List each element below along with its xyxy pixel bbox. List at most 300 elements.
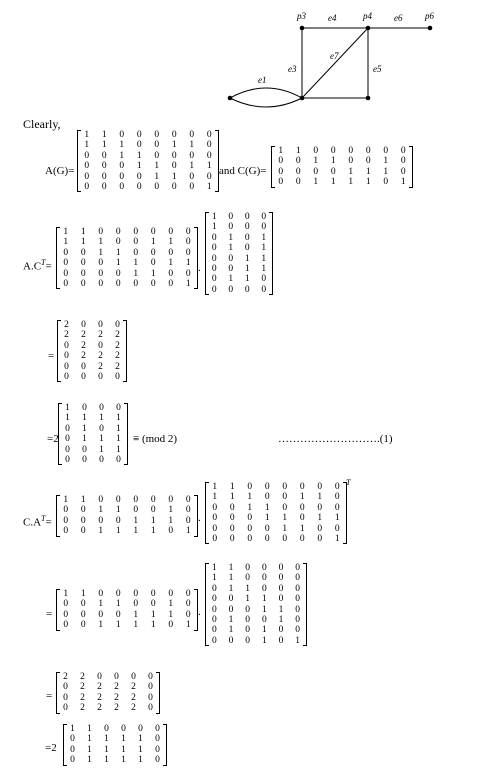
matrix-cell: 0 <box>185 609 191 620</box>
matrix-cell: 1 <box>84 130 90 140</box>
matrix-cell: 0 <box>154 140 160 151</box>
matrix-cell: 0 <box>317 502 323 513</box>
matrix-cell: 0 <box>115 237 121 248</box>
matrix-cell: 0 <box>228 264 234 275</box>
edge-label-e5: e5 <box>373 64 382 74</box>
matrix-cell: 1 <box>150 237 156 248</box>
vertex <box>366 26 371 31</box>
matrix-cell: 1 <box>383 156 389 167</box>
matrix-cell: 1 <box>63 495 69 505</box>
matrix-cell: 1 <box>211 563 217 573</box>
matrix-cell: 0 <box>155 744 160 755</box>
matrix-cell: 0 <box>98 320 103 330</box>
matrix-cell: 1 <box>65 413 70 424</box>
vertex <box>300 96 305 101</box>
matrix-cell: 1 <box>189 161 195 172</box>
graph-figure <box>225 8 440 108</box>
matrix-cell: 0 <box>245 625 251 636</box>
matrix-cell: 0 <box>168 279 174 290</box>
matrix-c-transpose <box>206 212 272 295</box>
matrix-cell: 0 <box>98 609 104 620</box>
matrix-cell: 2 <box>98 351 103 362</box>
matrix-cell: 0 <box>206 140 212 151</box>
matrix-cell: 1 <box>317 513 323 524</box>
matrix-cell: 0 <box>295 573 301 584</box>
mod-text: ≡ (mod 2) <box>133 433 178 445</box>
matrix-cell: 0 <box>261 274 267 285</box>
matrix-a-2 <box>57 227 197 289</box>
matrix-cell: 1 <box>185 279 191 290</box>
eq2-1: =2 <box>47 433 59 445</box>
matrix-cell: 0 <box>80 609 86 620</box>
matrix-cell: 0 <box>261 222 267 233</box>
matrix-cell: 0 <box>115 515 121 526</box>
matrix-cell: 1 <box>228 274 234 285</box>
matrix-cell: 0 <box>365 156 371 167</box>
matrix-cell: 0 <box>150 247 156 258</box>
matrix-cell: 1 <box>299 492 305 503</box>
matrix-cell: 0 <box>228 212 234 222</box>
matrix-cell: 0 <box>247 523 253 534</box>
matrix-cell: 0 <box>244 243 250 254</box>
matrix-cell: 1 <box>212 482 218 492</box>
matrix-cell: 2 <box>131 682 136 693</box>
matrix-cell: 0 <box>299 482 305 492</box>
matrix-cell: 2 <box>131 692 136 703</box>
matrix-cell: 0 <box>168 227 174 237</box>
matrix-cell: 0 <box>115 609 121 620</box>
matrix-cell: 1 <box>84 140 90 151</box>
matrix-cell: 0 <box>334 502 340 513</box>
matrix-cell: 0 <box>136 130 142 140</box>
matrix-cell: 1 <box>247 492 253 503</box>
matrix-cell: 1 <box>189 140 195 151</box>
matrix-cell: 1 <box>87 724 92 734</box>
matrix-cell: 1 <box>264 513 270 524</box>
matrix-cell: 0 <box>101 182 107 193</box>
matrix-cell: 0 <box>278 625 284 636</box>
vertex <box>228 96 233 101</box>
matrix-cell: 0 <box>133 589 139 599</box>
matrix-cell: 2 <box>80 703 85 714</box>
matrix-cell: 0 <box>136 140 142 151</box>
matrix-cell: 0 <box>119 130 125 140</box>
matrix-cell: 0 <box>261 563 267 573</box>
matrix-result-2 <box>59 403 127 465</box>
matrix-cell: 1 <box>228 573 234 584</box>
matrix-cell: 0 <box>229 534 235 545</box>
matrix-cell: 0 <box>150 495 156 505</box>
matrix-cell: 0 <box>70 734 75 745</box>
matrix-cell: 0 <box>65 444 70 455</box>
vertex <box>366 96 371 101</box>
matrix-cell: 2 <box>81 351 86 362</box>
matrix-cell: 0 <box>63 247 69 258</box>
matrix-cell: 0 <box>317 534 323 545</box>
matrix-cell: 0 <box>189 171 195 182</box>
matrix-cell: 1 <box>168 237 174 248</box>
matrix-cell: 0 <box>185 599 191 610</box>
matrix-cell: 2 <box>97 692 102 703</box>
matrix-cell: 0 <box>168 526 174 537</box>
matrix-cell: 1 <box>116 444 121 455</box>
matrix-cell: 0 <box>63 505 69 516</box>
matrix-cell: 0 <box>295 563 301 573</box>
matrix-cell: 1 <box>63 227 69 237</box>
matrix-cell: 0 <box>81 320 86 330</box>
dot-3: . <box>198 606 201 618</box>
matrix-cell: 0 <box>150 227 156 237</box>
matrix-cell: 0 <box>171 150 177 161</box>
matrix-cell: 0 <box>119 161 125 172</box>
matrix-cell: 0 <box>133 227 139 237</box>
matrix-cell: 0 <box>115 279 121 290</box>
matrix-cell: 0 <box>244 222 250 233</box>
matrix-cell: 0 <box>211 243 217 254</box>
matrix-cell: 0 <box>63 692 68 703</box>
matrix-cell: 1 <box>98 237 104 248</box>
matrix-cell: 1 <box>278 604 284 615</box>
matrix-cell: 0 <box>185 237 191 248</box>
matrix-cell: 1 <box>330 177 336 188</box>
matrix-cell: 2 <box>98 330 103 341</box>
matrix-cell: 0 <box>211 635 217 646</box>
matrix-cell: 0 <box>155 755 160 766</box>
matrix-cell: 0 <box>63 258 69 269</box>
matrix-cell: 1 <box>65 403 70 413</box>
vertex <box>300 26 305 31</box>
matrix-cell: 0 <box>171 161 177 172</box>
matrix-cell: 1 <box>154 161 160 172</box>
matrix-result-4 <box>64 724 166 766</box>
matrix-cell: 0 <box>334 492 340 503</box>
matrix-cell: 0 <box>330 146 336 156</box>
matrix-cell: 0 <box>99 403 104 413</box>
matrix-cell: 2 <box>131 703 136 714</box>
matrix-cell: 0 <box>80 526 86 537</box>
edge-label-e6: e6 <box>394 13 403 23</box>
matrix-cell: 0 <box>400 156 406 167</box>
matrix-cell: 1 <box>212 492 218 503</box>
matrix-cell: 0 <box>211 604 217 615</box>
matrix-cell: 0 <box>282 492 288 503</box>
matrix-cell: 0 <box>245 604 251 615</box>
matrix-cell: 0 <box>278 635 284 646</box>
matrix-cell: 1 <box>206 161 212 172</box>
act-label: $A.C^T=$ <box>23 258 52 273</box>
matrix-cell: 1 <box>154 171 160 182</box>
matrix-cell: 0 <box>98 279 104 290</box>
matrix-cell: 0 <box>211 594 217 605</box>
matrix-cell: 1 <box>317 492 323 503</box>
matrix-cell: 0 <box>400 146 406 156</box>
eq-2: = <box>46 608 53 620</box>
matrix-cell: 0 <box>155 724 160 734</box>
matrix-cell: 1 <box>261 264 267 275</box>
matrix-cell: 0 <box>211 583 217 594</box>
matrix-cell: 1 <box>228 563 234 573</box>
matrix-cell: 1 <box>80 589 86 599</box>
matrix-cell: 0 <box>115 495 121 505</box>
matrix-cell: 1 <box>87 744 92 755</box>
matrix-cell: 1 <box>80 227 86 237</box>
vertex-label-p6: p6 <box>425 11 434 21</box>
matrix-cell: 0 <box>119 182 125 193</box>
matrix-cell: 1 <box>80 237 86 248</box>
matrix-cell: 2 <box>80 682 85 693</box>
edge-label-e7: e7 <box>330 51 339 61</box>
matrix-cell: 1 <box>98 526 104 537</box>
matrix-cell: 1 <box>244 264 250 275</box>
matrix-cell: 0 <box>171 130 177 140</box>
matrix-cell: 0 <box>299 513 305 524</box>
matrix-cell: 0 <box>334 523 340 534</box>
matrix-cell: 1 <box>136 150 142 161</box>
matrix-cell: 0 <box>82 455 87 466</box>
matrix-cell: 1 <box>63 237 69 248</box>
matrix-cell: 0 <box>261 583 267 594</box>
matrix-cell: 0 <box>185 227 191 237</box>
matrix-c-3 <box>57 589 197 631</box>
matrix-cell: 0 <box>295 166 301 177</box>
edge-e7 <box>302 28 368 98</box>
matrix-cell: 1 <box>168 515 174 526</box>
matrix-cell: 0 <box>168 495 174 505</box>
matrix-cell: 0 <box>80 515 86 526</box>
matrix-cell: 0 <box>211 274 217 285</box>
matrix-cell: 0 <box>98 515 104 526</box>
matrix-cell: 0 <box>136 171 142 182</box>
matrix-cell: 1 <box>138 734 143 745</box>
matrix-cell: 1 <box>150 268 156 279</box>
matrix-cell: 1 <box>168 599 174 610</box>
matrix-cell: 0 <box>63 268 69 279</box>
vertex-label-p3: p3 <box>297 11 306 21</box>
matrix-cell: 1 <box>63 589 69 599</box>
matrix-cell: 0 <box>185 268 191 279</box>
matrix-cell: 1 <box>228 243 234 254</box>
matrix-cell: 0 <box>295 177 301 188</box>
matrix-cell: 1 <box>400 177 406 188</box>
matrix-a-3 <box>206 482 346 544</box>
matrix-cell: 1 <box>99 444 104 455</box>
matrix-cell: 1 <box>101 130 107 140</box>
dot-2: . <box>198 512 201 524</box>
matrix-cell: 0 <box>247 513 253 524</box>
matrix-cell: 0 <box>168 247 174 258</box>
matrix-cell: 2 <box>114 703 119 714</box>
matrix-cell: 1 <box>278 146 284 156</box>
matrix-cell: 0 <box>229 502 235 513</box>
matrix-cell: 1 <box>138 755 143 766</box>
edge-label-e1: e1 <box>258 75 267 85</box>
matrix-cell: 1 <box>206 182 212 193</box>
matrix-cell: 0 <box>282 534 288 545</box>
matrix-cell: 0 <box>206 150 212 161</box>
matrix-cell: 2 <box>115 330 120 341</box>
matrix-cell: 0 <box>168 268 174 279</box>
matrix-cell: 1 <box>115 505 121 516</box>
matrix-cell: 0 <box>133 599 139 610</box>
matrix-cell: 0 <box>138 724 143 734</box>
matrix-cell: 1 <box>138 744 143 755</box>
matrix-cell: 1 <box>80 495 86 505</box>
matrix-cell: 1 <box>171 171 177 182</box>
matrix-cell: 1 <box>115 258 121 269</box>
matrix-cell: 0 <box>299 502 305 513</box>
matrix-cell: 0 <box>80 599 86 610</box>
matrix-cell: 0 <box>295 583 301 594</box>
matrix-cell: 1 <box>185 258 191 269</box>
matrix-cell: 1 <box>261 604 267 615</box>
matrix-cell: 0 <box>244 212 250 222</box>
matrix-cell: 0 <box>150 589 156 599</box>
matrix-cell: 1 <box>228 583 234 594</box>
matrix-cell: 2 <box>97 682 102 693</box>
matrix-cell: 0 <box>104 724 109 734</box>
matrix-cell: 1 <box>115 247 121 258</box>
matrix-cell: 1 <box>295 635 301 646</box>
matrix-result-1 <box>58 320 126 382</box>
matrix-cell: 2 <box>115 351 120 362</box>
matrix-cell: 0 <box>261 212 267 222</box>
edge-e1-upper <box>230 88 302 98</box>
matrix-cell: 1 <box>229 492 235 503</box>
matrix-cell: 1 <box>295 146 301 156</box>
matrix-cell: 1 <box>115 620 121 631</box>
matrix-cell: 0 <box>148 692 153 703</box>
matrix-cell: 0 <box>278 594 284 605</box>
matrix-cell: 0 <box>278 563 284 573</box>
matrix-cell: 0 <box>98 227 104 237</box>
matrix-cell: 2 <box>115 340 120 351</box>
matrix-cell: 0 <box>136 182 142 193</box>
matrix-cell: 1 <box>244 253 250 264</box>
matrix-cell: 0 <box>64 361 69 372</box>
matrix-cell: 1 <box>82 423 87 434</box>
matrix-cell: 0 <box>185 589 191 599</box>
matrix-cell: 0 <box>101 150 107 161</box>
transpose-sup: T <box>346 478 351 487</box>
matrix-cell: 0 <box>189 182 195 193</box>
matrix-cell: 1 <box>261 625 267 636</box>
edge-label-e3: e3 <box>288 64 297 74</box>
matrix-cell: 1 <box>261 232 267 243</box>
matrix-cell: 0 <box>119 171 125 182</box>
matrix-cell: 0 <box>65 423 70 434</box>
matrix-cell: 0 <box>98 589 104 599</box>
matrix-cell: 2 <box>63 672 68 682</box>
matrix-cell: 0 <box>101 171 107 182</box>
matrix-cell: 1 <box>247 502 253 513</box>
matrix-cell: 2 <box>80 672 85 682</box>
matrix-cell: 0 <box>63 609 69 620</box>
matrix-cell: 2 <box>115 361 120 372</box>
matrix-cell: 0 <box>206 130 212 140</box>
matrix-cell: 1 <box>171 140 177 151</box>
matrix-cell: 2 <box>114 692 119 703</box>
matrix-cell: 0 <box>115 320 120 330</box>
matrix-cell: 0 <box>278 573 284 584</box>
cg-label: and C(G)= <box>219 165 267 177</box>
edge-label-e4: e4 <box>328 13 337 23</box>
matrix-cell: 1 <box>261 635 267 646</box>
matrix-cell: 1 <box>282 513 288 524</box>
matrix-cell: 1 <box>365 166 371 177</box>
matrix-cell: 2 <box>64 330 69 341</box>
matrix-cell: 0 <box>150 258 156 269</box>
matrix-cell: 0 <box>228 604 234 615</box>
matrix-cell: 1 <box>185 620 191 631</box>
matrix-cell: 1 <box>264 502 270 513</box>
matrix-cell: 1 <box>228 232 234 243</box>
matrix-cell: 0 <box>313 146 319 156</box>
matrix-cell: 0 <box>63 682 68 693</box>
matrix-cell: 0 <box>63 279 69 290</box>
matrix-cell: 1 <box>99 434 104 445</box>
matrix-cell: 0 <box>154 130 160 140</box>
matrix-cell: 0 <box>101 161 107 172</box>
matrix-cell: 0 <box>245 615 251 626</box>
matrix-cell: 0 <box>383 177 389 188</box>
matrix-a <box>78 130 218 192</box>
matrix-cell: 1 <box>168 505 174 516</box>
matrix-cell: 1 <box>228 625 234 636</box>
matrix-cell: 1 <box>133 609 139 620</box>
matrix-cell: 1 <box>99 413 104 424</box>
matrix-cell: 1 <box>313 177 319 188</box>
matrix-c <box>272 146 412 188</box>
matrix-cell: 0 <box>317 523 323 534</box>
matrix-cell: 0 <box>63 515 69 526</box>
matrix-result-3 <box>57 672 159 714</box>
matrix-cell: 0 <box>261 284 267 295</box>
matrix-cell: 0 <box>383 146 389 156</box>
matrix-cell: 1 <box>133 515 139 526</box>
matrix-cell: 0 <box>64 351 69 362</box>
matrix-cell: 0 <box>70 744 75 755</box>
matrix-cell: 0 <box>65 455 70 466</box>
matrix-cell: 1 <box>115 526 121 537</box>
matrix-cell: 0 <box>98 268 104 279</box>
matrix-cell: 1 <box>261 253 267 264</box>
matrix-cell: 0 <box>81 372 86 383</box>
matrix-cell: 2 <box>81 340 86 351</box>
matrix-cell: 0 <box>84 150 90 161</box>
matrix-cell: 1 <box>87 734 92 745</box>
matrix-cell: 0 <box>65 434 70 445</box>
matrix-cell: 1 <box>121 755 126 766</box>
matrix-cell: 1 <box>104 744 109 755</box>
matrix-cell: 1 <box>121 734 126 745</box>
matrix-cell: 0 <box>84 182 90 193</box>
matrix-cell: 0 <box>185 515 191 526</box>
matrix-cell: 0 <box>84 171 90 182</box>
matrix-cell: 2 <box>97 703 102 714</box>
matrix-cell: 0 <box>80 279 86 290</box>
matrix-cell: 1 <box>150 620 156 631</box>
matrix-cell: 0 <box>80 247 86 258</box>
matrix-cell: 1 <box>98 599 104 610</box>
matrix-cell: 0 <box>211 264 217 275</box>
matrix-cell: 0 <box>168 620 174 631</box>
matrix-cell: 1 <box>261 243 267 254</box>
matrix-cell: 0 <box>400 166 406 177</box>
matrix-cell: 0 <box>98 495 104 505</box>
matrix-cell: 1 <box>245 594 251 605</box>
matrix-cell: 0 <box>99 455 104 466</box>
matrix-cell: 1 <box>98 247 104 258</box>
